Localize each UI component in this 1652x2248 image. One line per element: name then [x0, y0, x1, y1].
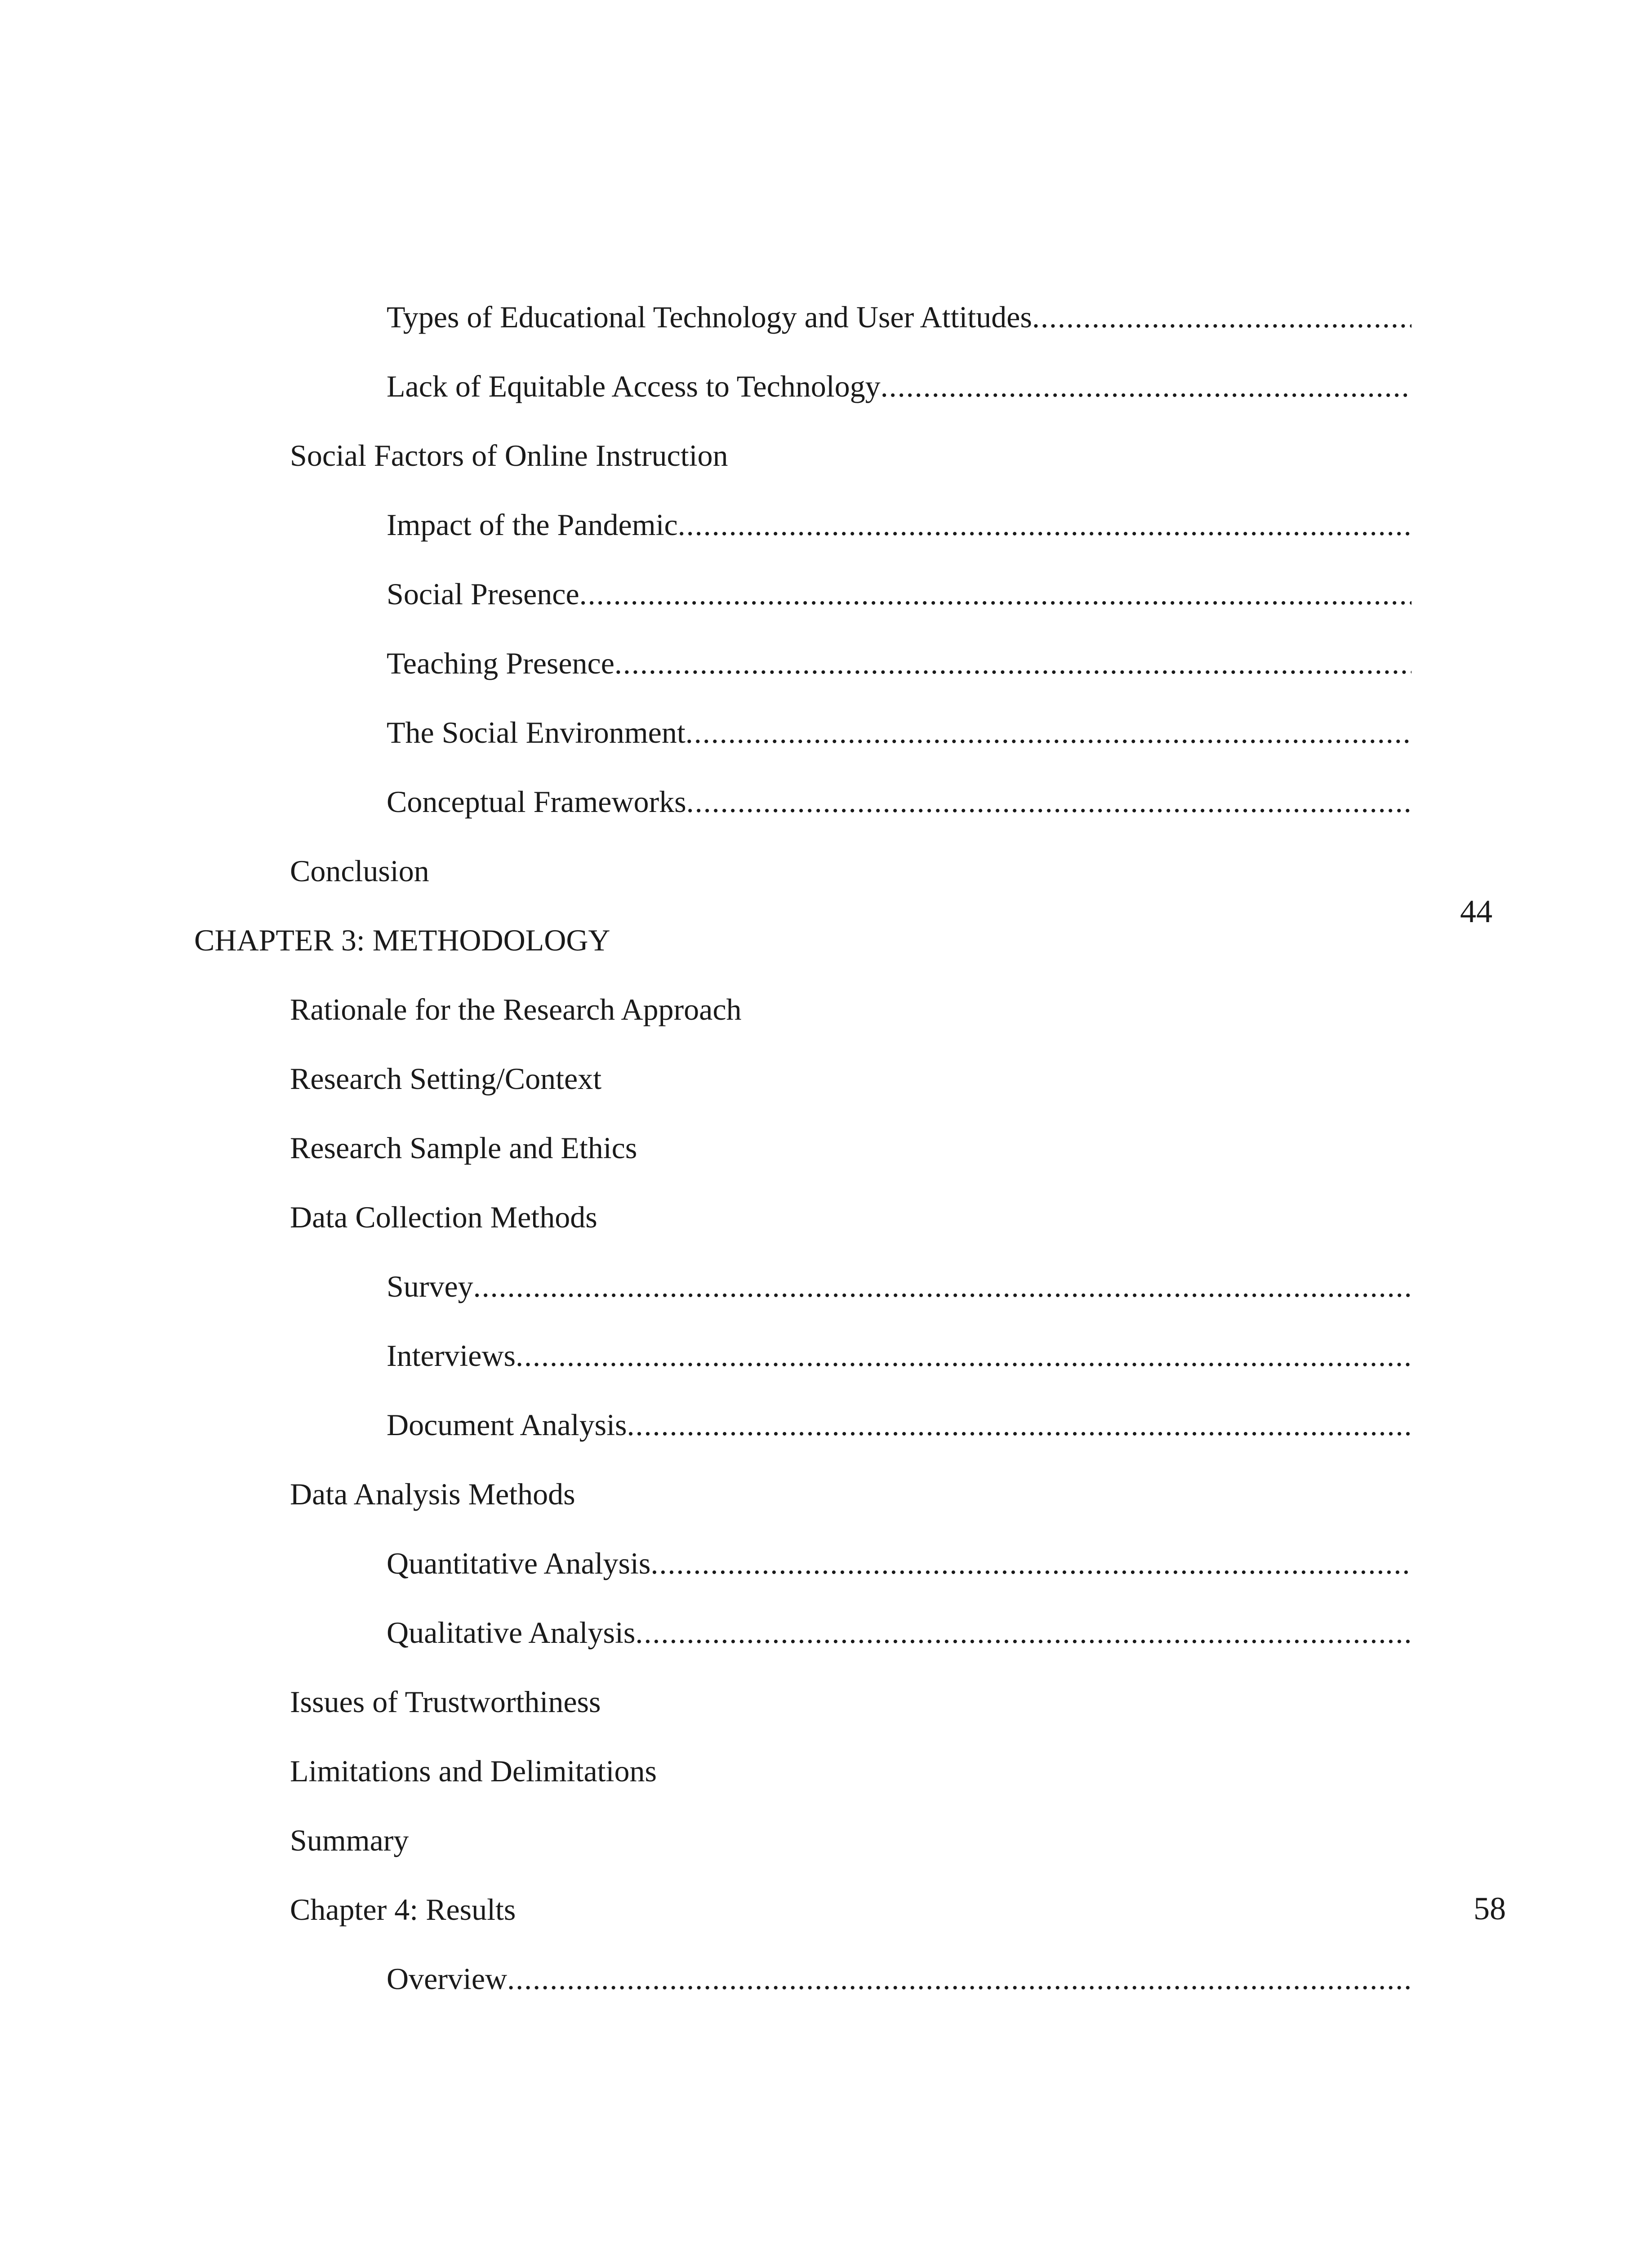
dot-leader [473, 1266, 1412, 1307]
toc-entry [290, 989, 742, 1030]
toc-entry-text: Social Presence [387, 577, 579, 611]
toc-entry-text: Limitations and Delimitations [290, 1754, 657, 1788]
toc-entry-text: Qualitative Analysis [387, 1615, 636, 1650]
toc-entry [387, 366, 1412, 406]
toc-entry-text: Conclusion [290, 854, 429, 888]
toc-entry-text: Data Analysis Methods [290, 1477, 575, 1511]
toc-entry-text: Interviews [387, 1338, 516, 1373]
toc-entry-text: Quantitative Analysis [387, 1546, 651, 1580]
dot-leader [516, 1335, 1412, 1376]
toc-entry-text: Impact of the Pandemic [387, 508, 678, 542]
dot-leader [507, 1958, 1412, 1999]
toc-entry-text: Overview [387, 1962, 508, 1996]
toc-entry-text: Summary [290, 1823, 409, 1857]
toc-entry [290, 1820, 409, 1860]
toc-entry [387, 643, 1412, 683]
toc-entry [387, 1266, 1412, 1307]
dot-leader [614, 643, 1412, 683]
toc-entry-text: CHAPTER 3: METHODOLOGY [194, 923, 610, 957]
dot-leader [627, 1405, 1412, 1445]
toc-entry-text: Chapter 4: Results [290, 1892, 516, 1927]
toc-entry [387, 1612, 1412, 1653]
toc-entry [290, 1128, 637, 1168]
dot-leader [650, 1543, 1412, 1583]
toc-entry [290, 1889, 516, 1930]
toc-entry [290, 1197, 597, 1237]
toc-entry-text: Teaching Presence [387, 646, 614, 680]
toc-chapter-heading [194, 920, 610, 960]
dot-leader [678, 504, 1412, 545]
toc-entry [387, 504, 1412, 545]
toc-entry-text: The Social Environment [387, 715, 686, 749]
toc-entry-text: Research Setting/Context [290, 1062, 602, 1096]
toc-entry [387, 1405, 1412, 1445]
toc-entry [290, 1682, 601, 1722]
toc-entry-text: Lack of Equitable Access to Technology [387, 369, 881, 403]
toc-entry [290, 1474, 575, 1514]
toc-entry-text: Types of Educational Technology and User Attitudes [387, 300, 1032, 334]
toc-entry [387, 1335, 1412, 1376]
toc-entry [387, 781, 1412, 822]
dot-leader [1032, 297, 1412, 337]
toc-entry-text: Data Collection Methods [290, 1200, 597, 1234]
toc-entry [290, 1751, 657, 1791]
dot-leader [686, 712, 1412, 753]
toc-entry [387, 1958, 1412, 1999]
dot-leader [635, 1612, 1412, 1653]
toc-entry [290, 1058, 601, 1099]
toc-entry [290, 851, 429, 891]
toc-entry [387, 1543, 1412, 1583]
toc-entry [290, 435, 728, 476]
toc-entry-text: Rationale for the Research Approach [290, 992, 742, 1026]
toc-entry-text: Issues of Trustworthiness [290, 1685, 601, 1719]
toc-entry-text: Survey [387, 1269, 473, 1303]
toc-entry-text: Conceptual Frameworks [387, 785, 686, 819]
toc-entry-text: Research Sample and Ethics [290, 1131, 637, 1165]
dot-leader [686, 781, 1412, 822]
toc-entry [387, 712, 1412, 753]
dot-leader [579, 574, 1412, 614]
toc-entry [387, 297, 1412, 337]
toc-entry-text: Social Factors of Online Instruction [290, 438, 728, 473]
page-number: 58 [1474, 1891, 1506, 1927]
toc-entry-text: Document Analysis [387, 1408, 627, 1442]
page-number: 44 [1460, 893, 1492, 929]
dot-leader [881, 366, 1412, 406]
toc-entry [387, 574, 1412, 614]
